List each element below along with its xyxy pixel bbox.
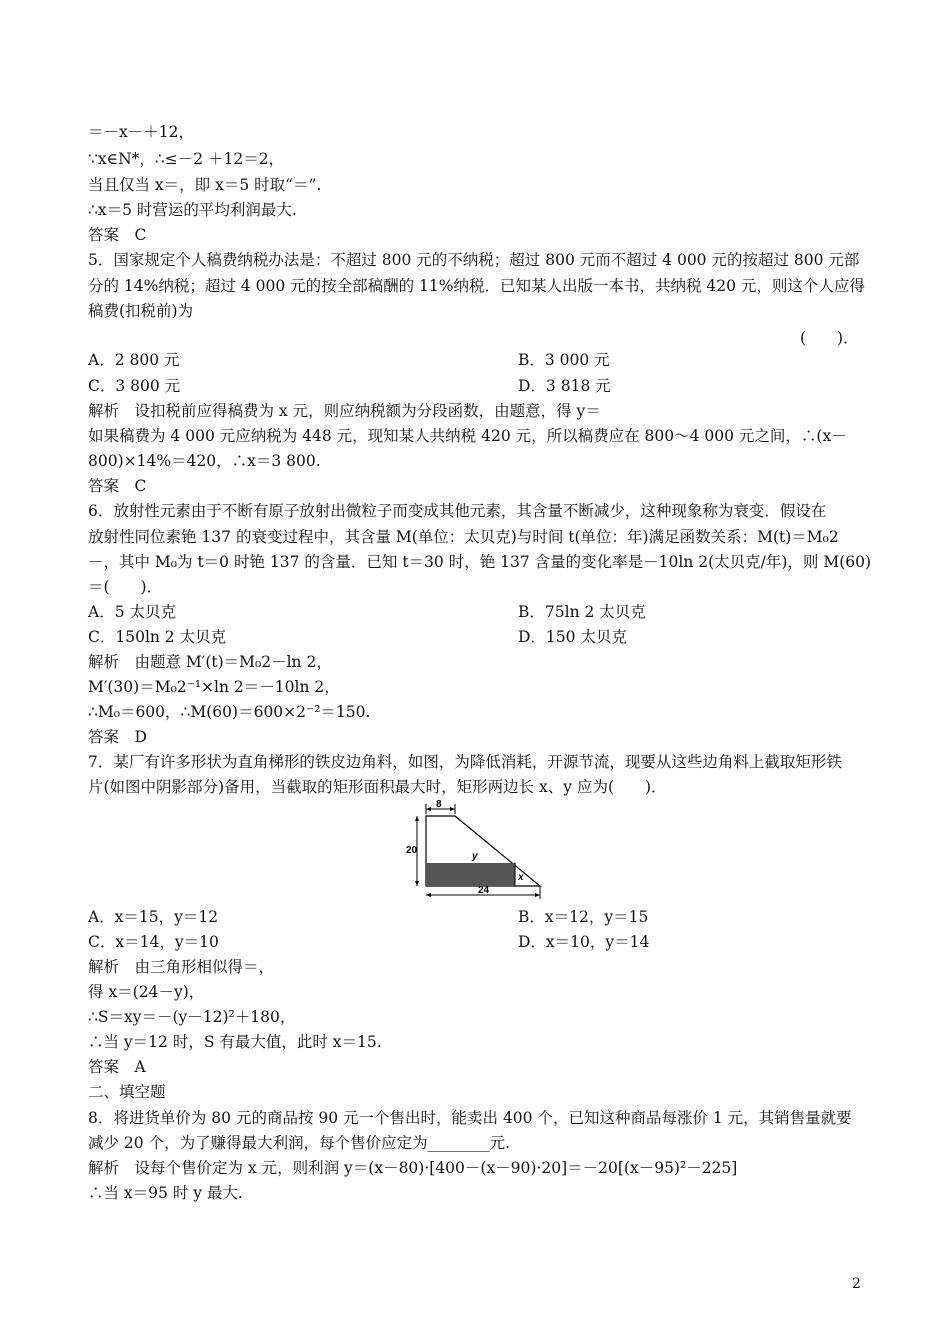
option-b: B．x＝12，y＝15 <box>518 908 649 926</box>
question-5-text: 稿费(扣税前)为 <box>88 302 194 320</box>
question-6-text: 6．放射性元素由于不断有原子放射出微粒子而变成其他元素，其含量不断减少，这种现象称为衰变．假设在 <box>88 502 827 520</box>
question-6-text: 放射性同位素铯 137 的衰变过程中，其含量 M(单位：太贝克)与时间 t(单位：年)满足函数关系：M(t)＝M₀2 <box>88 528 839 546</box>
question-5-text: 5．国家规定个人稿费纳税办法是：不超过 800 元的不纳税；超过 800 元而不超过 4 000 元的按超过 800 元部 <box>88 251 860 269</box>
text-line: ∴x＝5 时营运的平均利润最大. <box>88 201 297 219</box>
top-length-label: 8 <box>436 800 442 810</box>
option-c: C．3 800 元 <box>88 377 181 395</box>
option-a: A．2 800 元 <box>88 351 180 369</box>
option-b: B．3 000 元 <box>518 351 610 369</box>
answer-line: 答案 C <box>88 226 147 244</box>
option-a: A．5 太贝克 <box>88 603 176 621</box>
option-d: D．x＝10，y＝14 <box>518 933 650 951</box>
solution-line: 得 x＝(24－y)， <box>88 983 205 1001</box>
arrow-head <box>535 893 540 897</box>
arrow-head <box>450 807 455 811</box>
question-5-text: 分的 14%纳税；超过 4 000 元的按全部稿酬的 11%纳税．已知某人出版一本书，共纳税 420 元，则这个人应得 <box>88 277 865 295</box>
answer-parenthesis: ( )． <box>800 329 859 347</box>
y-label: y <box>472 851 478 862</box>
question-7-text: 7．某厂有许多形状为直角梯形的铁皮边角料，如图，为降低消耗，开源节流，现要从这些边角料上截取矩形铁 <box>88 753 842 771</box>
option-d: D．3 818 元 <box>518 377 611 395</box>
question-6-text: －，其中 M₀为 t＝0 时铯 137 的含量．已知 t＝30 时，铯 137 含量的变化率是－10ln 2(太贝克/年)，则 M(60) <box>88 553 872 571</box>
option-c: C．x＝14，y＝10 <box>88 933 219 951</box>
shaded-rectangle <box>426 863 515 886</box>
solution-line: ∴当 y＝12 时，S 有最大值，此时 x＝15. <box>88 1033 382 1051</box>
page-number: 2 <box>852 1276 861 1292</box>
solution-line: ∴当 x＝95 时 y 最大. <box>88 1184 243 1202</box>
question-6-text: ＝( )． <box>88 578 163 596</box>
solution-line: M′(30)＝M₀2⁻¹×ln 2＝－10ln 2， <box>88 678 340 696</box>
solution-line: 800)×14%＝420，∴x＝3 800. <box>88 452 321 470</box>
section-heading: 二、填空题 <box>88 1083 166 1101</box>
solution-line: ∴M₀＝600，∴M(60)＝600×2⁻²＝150. <box>88 703 371 721</box>
option-b: B．75ln 2 太贝克 <box>518 603 646 621</box>
text-line: ∵x∈N*，∴≤－2 ＋12＝2， <box>88 150 285 168</box>
height-label: 20 <box>406 845 418 856</box>
answer-line: 答案 C <box>88 477 147 495</box>
question-8-text: 减少 20 个，为了赚得最大利润，每个售价应定为________元. <box>88 1134 511 1152</box>
arrow-head <box>415 881 419 886</box>
arrow-head <box>426 893 431 897</box>
solution-line: ∴S＝xy＝－(y－12)²＋180， <box>88 1008 296 1026</box>
option-d: D．150 太贝克 <box>518 628 627 646</box>
answer-line: 答案 D <box>88 728 147 746</box>
option-a: A．x＝15，y＝12 <box>88 908 219 926</box>
question-8-text: 8．将进货单价为 80 元的商品按 90 元一个售出时，能卖出 400 个，已知这种商品每涨价 1 元，其销售量就要 <box>88 1109 852 1127</box>
solution-line: 解析 设扣税前应得稿费为 x 元，则应纳税额为分段函数，由题意，得 y＝ <box>88 402 601 420</box>
arrow-head <box>426 807 431 811</box>
trapezoid-figure <box>380 800 550 900</box>
answer-line: 答案 A <box>88 1058 146 1076</box>
option-c: C．150ln 2 太贝克 <box>88 628 227 646</box>
bottom-length-label: 24 <box>478 885 490 896</box>
solution-line: 解析 由三角形相似得＝， <box>88 958 275 976</box>
x-label: x <box>518 872 524 883</box>
solution-line: 解析 由题意 M′(t)＝M₀2－ln 2， <box>88 653 332 671</box>
arrow-head <box>415 816 419 821</box>
solution-line: 如果稿费为 4 000 元应纳税为 448 元，现知某人共纳税 420 元，所以稿费应在 800～4 000 元之间，∴(x－ <box>88 427 847 445</box>
solution-line: 解析 设每个售价定为 x 元，则利润 y＝(x－80)·[400－(x－90)·20]＝－20[(x－95)²－225] <box>88 1159 738 1177</box>
text-line: 当且仅当 x＝，即 x＝5 时取“＝”. <box>88 176 322 194</box>
question-7-text: 片(如图中阴影部分)备用，当截取的矩形面积最大时，矩形两边长 x、y 应为( )． <box>88 778 667 796</box>
text-line: ＝－x－＋12， <box>88 123 194 141</box>
